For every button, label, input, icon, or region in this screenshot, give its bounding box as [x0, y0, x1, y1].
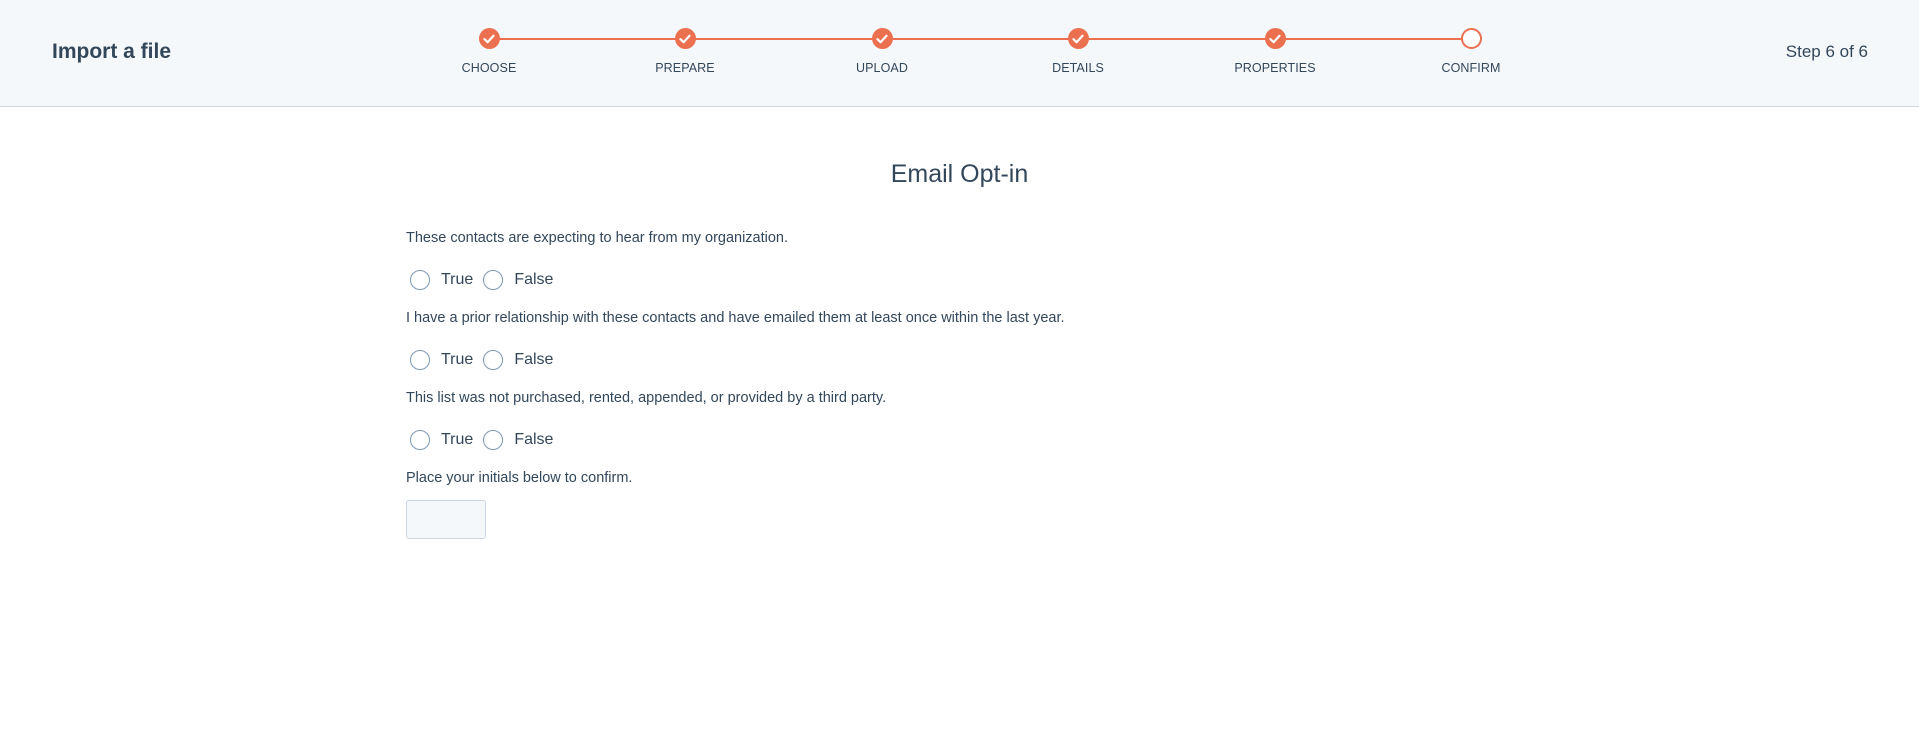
radio-group-prior-relationship	[410, 350, 563, 370]
step-label: PREPARE	[655, 61, 715, 75]
page-title: Import a file	[52, 40, 172, 63]
radio-label: False	[514, 351, 554, 368]
progress-stepper	[0, 0, 1919, 107]
check-icon	[1265, 28, 1286, 49]
section-title: Email Opt-in	[890, 160, 1029, 188]
radio-button[interactable]	[410, 430, 430, 450]
step-label: CONFIRM	[1441, 61, 1501, 75]
initials-prompt: Place your initials below to confirm.	[406, 470, 633, 486]
check-icon	[872, 28, 893, 49]
radio-label: True	[441, 431, 474, 448]
radio-option-true[interactable]	[410, 350, 473, 370]
radio-group-expecting-contact	[410, 270, 563, 290]
radio-label: True	[441, 351, 474, 368]
step-label: UPLOAD	[855, 61, 908, 75]
radio-option-true[interactable]	[410, 270, 473, 290]
step-properties	[1205, 28, 1345, 75]
question-prior-relationship: I have a prior relationship with these contacts and have emailed them at least once within the last year.	[406, 310, 1065, 326]
step-choose	[419, 28, 559, 75]
step-counter: Step 6 of 6	[1785, 42, 1868, 61]
initials-input[interactable]	[406, 500, 486, 539]
question-not-purchased: This list was not purchased, rented, appended, or provided by a third party.	[406, 390, 887, 406]
check-icon	[675, 28, 696, 49]
radio-button[interactable]	[483, 350, 503, 370]
step-upload	[812, 28, 952, 75]
step-prepare	[615, 28, 755, 75]
radio-button[interactable]	[483, 430, 503, 450]
radio-option-true[interactable]	[410, 430, 473, 450]
step-details	[1008, 28, 1148, 75]
import-header	[0, 0, 1919, 107]
current-step-circle-icon	[1461, 28, 1482, 49]
radio-button[interactable]	[410, 270, 430, 290]
radio-button[interactable]	[410, 350, 430, 370]
radio-group-not-purchased	[410, 430, 563, 450]
radio-label: False	[514, 271, 554, 288]
step-label: CHOOSE	[461, 61, 517, 75]
radio-option-false[interactable]	[483, 430, 553, 450]
radio-option-false[interactable]	[483, 350, 553, 370]
radio-option-false[interactable]	[483, 270, 553, 290]
step-label: DETAILS	[1052, 61, 1104, 75]
check-icon	[1068, 28, 1089, 49]
radio-label: False	[514, 431, 554, 448]
radio-button[interactable]	[483, 270, 503, 290]
check-icon	[479, 28, 500, 49]
step-confirm	[1401, 28, 1541, 75]
radio-label: True	[441, 271, 474, 288]
step-label: PROPERTIES	[1234, 61, 1316, 75]
question-expecting-contact: These contacts are expecting to hear from my organization.	[406, 230, 789, 246]
